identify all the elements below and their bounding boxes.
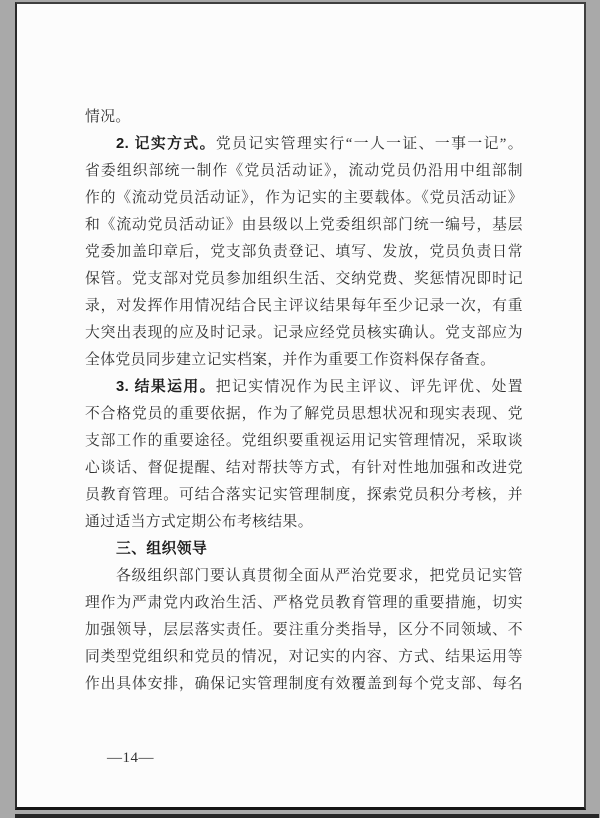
text-line bbox=[85, 185, 523, 212]
body-text: 加强领导，层层落实责任。要注重分类指导，区分不同领域、不 bbox=[85, 622, 523, 638]
body-text: 支部工作的重要途径。党组织要重视运用记实管理情况，采取谈 bbox=[85, 433, 523, 449]
text-line bbox=[85, 509, 523, 536]
text-line bbox=[85, 671, 523, 698]
text-line bbox=[85, 563, 523, 590]
body-text: 不合格党员的重要依据，作为了解党员思想状况和现实表现、党 bbox=[85, 406, 523, 422]
text-line bbox=[85, 428, 523, 455]
text-line bbox=[85, 293, 523, 320]
body-text: 和《流动党员活动证》由县级以上党委组织部门统一编号，基层 bbox=[85, 217, 523, 233]
body-text: 通过适当方式定期公布考核结果。 bbox=[85, 514, 313, 530]
text-line bbox=[85, 320, 523, 347]
body-text: 作的《流动党员活动证》，作为记实的主要载体。《党员活动证》 bbox=[85, 190, 523, 206]
text-line bbox=[85, 212, 523, 239]
text-block bbox=[85, 104, 523, 698]
text-line bbox=[85, 590, 523, 617]
document-page[interactable] bbox=[15, 2, 586, 810]
body-text: 心谈话、督促提醒、结对帮扶等方式，有针对性地加强和改进党 bbox=[85, 460, 523, 476]
text-line bbox=[85, 401, 523, 428]
body-text: 情况。 bbox=[85, 109, 131, 125]
body-text: 党员记实管理实行“一人一证、一事一记”。 bbox=[215, 136, 524, 152]
body-text: 大突出表现的应及时记录。记录应经党员核实确认。党支部应为 bbox=[85, 325, 523, 341]
body-text: 同类型党组织和党员的情况，对记实的内容、方式、结果运用等 bbox=[85, 649, 523, 665]
body-text: 录，对发挥作用情况结合民主评议结果每年至少记录一次，有重 bbox=[85, 298, 523, 314]
text-line bbox=[85, 374, 523, 401]
body-text: 各级组织部门要认真贯彻全面从严治党要求，把党员记实管 bbox=[116, 568, 523, 584]
body-text: 党委加盖印章后，党支部负责登记、填写、发放，党员负责日常 bbox=[85, 244, 523, 260]
body-text: 全体党员同步建立记实档案，并作为重要工作资料保存备查。 bbox=[85, 352, 496, 368]
text-line bbox=[85, 455, 523, 482]
text-line bbox=[85, 617, 523, 644]
body-text: 把记实情况作为民主评议、评先评优、处置 bbox=[215, 379, 523, 395]
heading-text: 2. 记实方式。 bbox=[116, 136, 216, 152]
text-line bbox=[85, 347, 523, 374]
text-line bbox=[85, 536, 523, 563]
body-text: 作出具体安排，确保记实管理制度有效覆盖到每个党支部、每名 bbox=[85, 676, 523, 692]
text-line bbox=[85, 239, 523, 266]
text-line bbox=[85, 158, 523, 185]
next-page-top-edge bbox=[15, 814, 599, 818]
body-text: 员教育管理。可结合落实记实管理制度，探索党员积分考核，并 bbox=[85, 487, 523, 503]
text-line bbox=[85, 131, 523, 158]
text-line bbox=[85, 482, 523, 509]
text-line bbox=[85, 104, 523, 131]
body-text: 保管。党支部对党员参加组织生活、交纳党费、奖惩情况即时记 bbox=[85, 271, 523, 287]
page-number: —14— bbox=[107, 750, 154, 766]
text-line bbox=[85, 644, 523, 671]
heading-text: 三、组织领导 bbox=[116, 541, 208, 557]
text-line bbox=[85, 266, 523, 293]
body-text: 省委组织部统一制作《党员活动证》，流动党员仍沿用中组部制 bbox=[85, 163, 523, 179]
heading-text: 3. 结果运用。 bbox=[116, 379, 216, 395]
body-text: 理作为严肃党内政治生活、严格党员教育管理的重要措施，切实 bbox=[85, 595, 523, 611]
